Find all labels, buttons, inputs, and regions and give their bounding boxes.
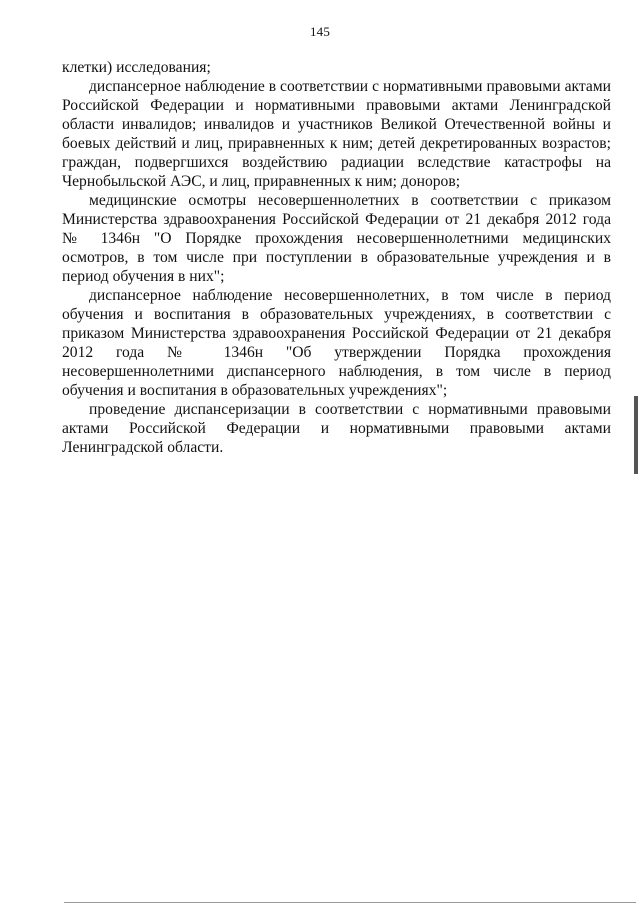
page-number: 145 bbox=[309, 24, 331, 39]
paragraph-dispensarization: проведение диспансеризации в соответствии с нормативными правовыми актами Российской Федерации и нормативными правовыми актами Ленинградской области. bbox=[62, 401, 611, 456]
scan-bottom-edge bbox=[64, 902, 636, 903]
document-body bbox=[62, 58, 611, 457]
scan-edge-mark bbox=[634, 396, 638, 474]
paragraph-medical-examinations-minors: медицинские осмотры несовершеннолетних в соответствии с приказом Министерства здравоохранения Российской Федерации от 21 декабря 2012 года № 1346н "О Порядке прохождения несовершеннолетними медицинских осмотров, в том числе при поступлении в образовательные учреждения и в период обучения в них"; bbox=[62, 192, 611, 285]
paragraph-dispensary-observation-adults: диспансерное наблюдение в соответствии с нормативными правовыми актами Российской Федерации и нормативными правовыми актами Ленинградской области инвалидов; инвалидов и участников Великой Отечественной войны и боевых действий и лиц, приравненных к ним; детей декретированных возрастов; граждан, подвергшихся воздействию радиации вследствие катастрофы на Чернобыльской АЭС, и лиц, приравненных к ним; доноров; bbox=[62, 78, 611, 190]
paragraph-dispensary-observation-minors: диспансерное наблюдение несовершеннолетних, в том числе в период обучения и воспитания в образовательных учреждениях, в соответствии с приказом Министерства здравоохранения Российской Федерации от 21 декабря 2012 года № 1346н "Об утверждении Порядка прохождения несовершеннолетними диспансерного наблюдения, в том числе в период обучения и воспитания в образовательных учреждениях"; bbox=[62, 287, 611, 399]
paragraph-continuation: клетки) исследования; bbox=[62, 59, 211, 76]
